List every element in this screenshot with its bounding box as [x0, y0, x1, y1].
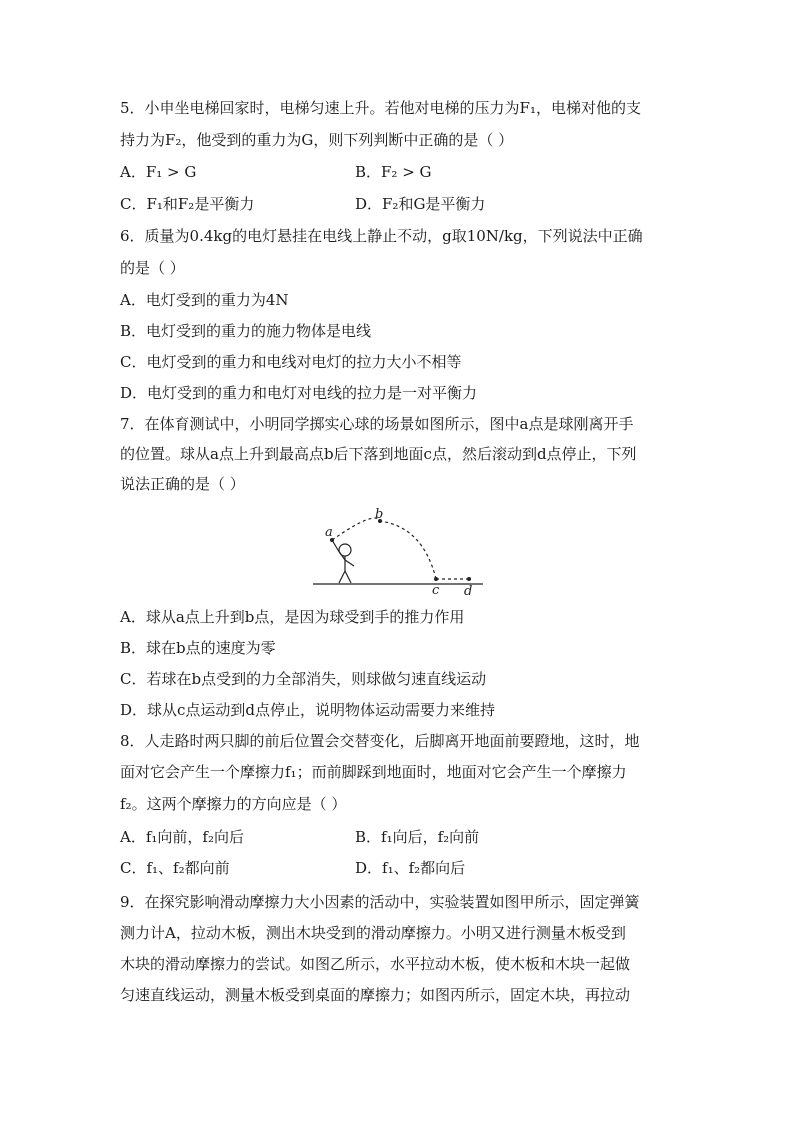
label-c: c — [432, 583, 440, 597]
q6-stem-line-1: 6．质量为0.4kg的电灯悬挂在电线上静止不动，g取10N/kg，下列说法中正确 — [120, 227, 643, 245]
ball-throw-figure — [305, 505, 495, 597]
q5-option-a: A．F₁ > G — [120, 163, 197, 181]
q6-option-a: A．电灯受到的重力为4N — [120, 291, 289, 309]
label-b: b — [375, 507, 384, 522]
q5-option-c: C．F₁和F₂是平衡力 — [120, 195, 255, 213]
q8-option-a: A．f₁向前，f₂向后 — [120, 828, 244, 846]
q7-option-c: C．若球在b点受到的力全部消失，则球做匀速直线运动 — [120, 670, 487, 688]
q6-option-c: C．电灯受到的重力和电线对电灯的拉力大小不相等 — [120, 353, 462, 371]
q8-option-b: B．f₁向后，f₂向前 — [355, 828, 480, 846]
q8-option-c: C．f₁、f₂都向前 — [120, 859, 230, 877]
q6-option-b: B．电灯受到的重力的施力物体是电线 — [120, 322, 372, 340]
point-d — [467, 577, 471, 581]
point-c — [434, 577, 438, 581]
q8-stem-line-3: f₂。这两个摩擦力的方向应是（ ） — [120, 795, 347, 813]
label-d: d — [464, 584, 473, 597]
q8-option-d: D．f₁、f₂都向后 — [355, 859, 466, 877]
q7-stem-line-2: 的位置。球从a点上升到最高点b后下落到地面c点，然后滚动到d点停止，下列 — [120, 445, 637, 463]
q7-option-d: D．球从c点运动到d点停止，说明物体运动需要力来维持 — [120, 701, 496, 719]
q9-stem-line-2: 测力计A，拉动木板，测出木块受到的滑动摩擦力。小明又进行测量木板受到 — [120, 924, 626, 942]
q7-option-a: A．球从a点上升到b点，是因为球受到手的推力作用 — [120, 608, 465, 626]
label-a: a — [325, 525, 333, 540]
q5-option-d: D．F₂和G是平衡力 — [355, 195, 486, 213]
q9-stem-line-4: 匀速直线运动，测量木板受到桌面的摩擦力；如图丙所示，固定木块，再拉动 — [120, 986, 631, 1004]
q5-stem-line-2: 持力为F₂，他受到的重力为G，则下列判断中正确的是（ ） — [120, 131, 514, 149]
q7-option-b: B．球在b点的速度为零 — [120, 639, 276, 657]
q9-stem-line-1: 9．在探究影响滑动摩擦力大小因素的活动中，实验装置如图甲所示，固定弹簧 — [120, 893, 640, 911]
q7-stem-line-1: 7．在体育测试中，小明同学掷实心球的场景如图所示，图中a点是球刚离开手 — [120, 415, 634, 433]
q7-stem-line-3: 说法正确的是（ ） — [120, 475, 245, 493]
q5-stem-line-1: 5．小申坐电梯回家时，电梯匀速上升。若他对电梯的压力为F₁，电梯对他的支 — [120, 99, 641, 117]
q5-option-b: B．F₂ > G — [355, 163, 432, 181]
q9-stem-line-3: 木块的滑动摩擦力的尝试。如图乙所示，水平拉动木板，使木板和木块一起做 — [120, 955, 631, 973]
q8-stem-line-2: 面对它会产生一个摩擦力f₁；而前脚踩到地面时，地面对它会产生一个摩擦力 — [120, 763, 627, 781]
q6-stem-line-2: 的是（ ） — [120, 259, 185, 277]
q8-stem-line-1: 8．人走路时两只脚的前后位置会交替变化，后脚离开地面前要蹬地，这时，地 — [120, 732, 640, 750]
q6-option-d: D．电灯受到的重力和电灯对电线的拉力是一对平衡力 — [120, 384, 478, 402]
stick-figure — [332, 540, 354, 583]
